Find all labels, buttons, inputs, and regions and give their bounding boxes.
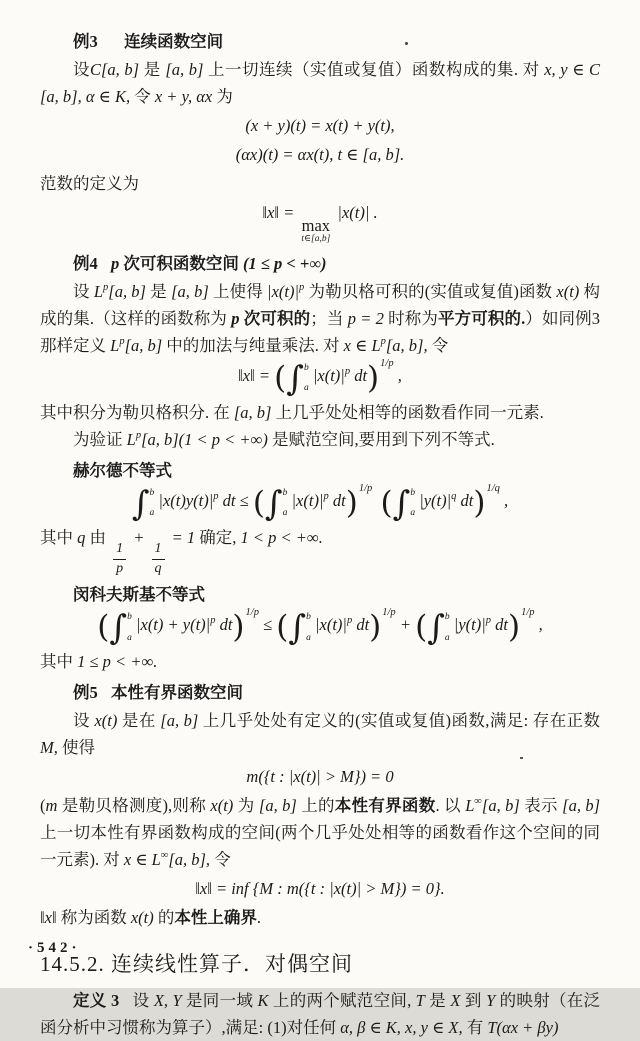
math-run: |x(t)|	[287, 490, 324, 510]
minkowski-inequality-formula	[40, 607, 600, 649]
math-run: M,	[40, 738, 58, 758]
text-run: .	[256, 908, 261, 928]
text-run: 令	[210, 850, 231, 870]
bold-math-run: p	[231, 308, 240, 328]
text-run: 确定,	[195, 527, 241, 547]
superscript: p	[210, 615, 216, 627]
math-run: dt	[215, 615, 233, 635]
superscript: p	[135, 429, 142, 441]
math-run: [a, b](1 < p < +∞)	[141, 429, 268, 449]
minkowski-inequality-heading	[40, 581, 600, 608]
math-run: |x(t)|	[310, 615, 347, 635]
text-run: 时称为	[383, 308, 438, 328]
math-run: X, Y	[153, 991, 182, 1011]
big-left-paren: (	[274, 359, 287, 396]
text-run: 上几乎处处相等的函数看作同一元素.	[271, 402, 544, 422]
math-run: ‖x‖	[40, 908, 57, 928]
bold-math-run: p	[110, 253, 120, 273]
math-run: [a, b]	[233, 402, 272, 422]
big-right-paren: )$^{1/p}$	[345, 482, 373, 521]
superscript: p	[380, 335, 386, 347]
essential-sup-note	[40, 904, 600, 931]
text-run: 是勒贝格测度),则称	[57, 796, 211, 816]
math-run: |x(t)|	[267, 281, 300, 301]
bold-text-run: 闵科夫斯基不等式	[73, 585, 205, 605]
bold-text-run: 例4	[73, 253, 98, 273]
bold-text-run: 本性有界函数空间	[110, 683, 243, 703]
math-run: x ∈ L	[123, 850, 161, 870]
math-run: ,	[393, 365, 402, 385]
example-5-intro	[40, 707, 600, 761]
norm-definition-lead	[40, 170, 600, 197]
math-run: T	[415, 991, 425, 1011]
example-3-intro	[40, 56, 600, 110]
math-run: |x(t) + y(t)|	[131, 615, 211, 635]
math-run: ≤	[258, 615, 277, 635]
math-run: ,	[499, 490, 509, 510]
math-run: [a, b]	[165, 60, 204, 79]
holder-inequality-formula	[40, 482, 600, 524]
text-run: 是同一域	[181, 991, 258, 1011]
text-run: 是	[145, 281, 172, 301]
math-run: 1 < p < +∞.	[240, 527, 323, 547]
math-run: [a, b]	[124, 335, 163, 355]
normed-space-note	[40, 426, 600, 453]
text-run: 是在	[117, 711, 161, 731]
math-run: |x(t)|	[308, 365, 345, 385]
integral-sign: ∫ b a	[392, 483, 416, 524]
holder-condition	[40, 524, 600, 578]
lebesgue-integral-note	[40, 399, 600, 426]
math-run: x(t)	[556, 281, 580, 301]
essential-sup-formula	[40, 875, 600, 902]
math-run: [a, b],	[168, 850, 211, 870]
text-run: (	[40, 796, 46, 816]
example-4-heading	[40, 250, 600, 277]
big-right-paren: )$^{1/p}$	[369, 607, 396, 646]
text-run: 称为函数	[56, 908, 131, 928]
page-content	[40, 28, 600, 1041]
math-run: |y(t)|	[449, 615, 486, 635]
math-run: dt	[352, 615, 370, 635]
math-run: ‖x‖ = inf {M : m({t : |x(t)| > M}) = 0}.	[195, 879, 445, 899]
math-run: (x + y)(t) = x(t) + y(t),	[245, 116, 395, 135]
math-run: x(t)	[130, 908, 154, 928]
math-run: dt	[456, 490, 474, 510]
superscript: p	[213, 490, 219, 502]
superscript: ∞	[474, 796, 482, 808]
lp-norm-formula	[40, 357, 600, 399]
bold-text-run: 次可积函数空间	[119, 253, 243, 273]
bold-text-run: 例5	[73, 683, 98, 703]
scalar-multiplication-formula	[40, 141, 600, 168]
math-run: p = 2	[347, 308, 384, 328]
math-run: |x(t)| .	[333, 203, 378, 222]
text-run: 构成的集.（这样的函数称为	[40, 281, 601, 328]
text-run: 上几乎处处有定义的(实值或复值)函数,满足: 存在正数	[198, 711, 601, 731]
text-run: 范数的定义为	[40, 174, 139, 193]
superscript: ∞	[160, 850, 169, 862]
bold-text-run: 定义 3	[73, 991, 120, 1011]
measure-zero-formula	[40, 763, 600, 790]
text-run: 有	[462, 1018, 488, 1038]
text-run: 上的	[296, 796, 335, 816]
fraction: $\frac{1}{p}$	[113, 541, 126, 578]
big-right-paren: )$^{1/p}$	[367, 357, 394, 396]
math-run: [a, b],	[385, 335, 428, 355]
math-run: [a, b]	[171, 281, 209, 301]
text-run: 令	[130, 87, 155, 106]
math-run: dt ≤	[218, 490, 253, 510]
math-run: dt	[350, 365, 368, 385]
text-run: 设	[73, 711, 95, 731]
math-run: |x(t)y(t)|	[154, 490, 214, 510]
math-run: L	[465, 796, 475, 816]
minkowski-condition	[40, 648, 600, 675]
math-run: T(αx + βy)	[487, 1018, 559, 1038]
math-run: [a, b]	[258, 796, 297, 816]
superscript: p	[299, 281, 305, 293]
text-run: 为验证	[73, 429, 127, 449]
math-run: q	[77, 527, 86, 547]
text-run: 是赋范空间,要用到下列不等式.	[267, 429, 495, 449]
bold-math-run: (1 ≤ p < +∞)	[242, 253, 327, 273]
math-run: C[a, b]	[90, 60, 140, 79]
text-run: 设	[132, 991, 154, 1011]
superscript: p	[344, 365, 351, 377]
math-run: [a, b]	[562, 796, 601, 816]
math-run: L	[110, 335, 120, 355]
text-run: ；当	[310, 308, 348, 328]
text-run: 是	[424, 991, 451, 1011]
superscript: p	[103, 281, 109, 293]
big-left-paren: (	[380, 484, 393, 521]
big-right-paren: )$^{1/p}$	[507, 607, 535, 646]
text-run: 设	[73, 281, 94, 301]
text-run: 是	[139, 60, 166, 79]
superscript: p	[485, 615, 491, 627]
integral-sign: ∫ b a	[131, 483, 155, 524]
text-run: 上的两个赋范空间,	[268, 991, 416, 1011]
fraction: $\frac{1}{q}$	[152, 541, 165, 578]
integral-sign: ∫ b a	[288, 608, 311, 649]
bold-text-run: 平方可积的.	[437, 308, 526, 328]
text-run: 由	[85, 527, 111, 547]
math-run: 1 ≤ p < +∞.	[77, 652, 158, 672]
text-run: 为	[212, 87, 233, 106]
math-run: dt	[328, 490, 346, 510]
integral-sign: ∫ b a	[286, 358, 309, 399]
big-right-paren: )$^{1/p}$	[232, 607, 259, 646]
big-left-paren: (	[97, 609, 110, 646]
math-run: dt	[491, 615, 508, 635]
text-run: 中的加法与纯量乘法. 对	[162, 335, 344, 355]
text-run: 令	[427, 335, 449, 355]
big-right-paren: )$^{1/q}$	[473, 482, 500, 521]
bold-text-run: 例3	[73, 32, 98, 51]
math-run: x, y ∈ C[a, b], α ∈ K,	[40, 60, 601, 106]
math-run: |y(t)|	[415, 490, 452, 510]
bold-text-run: 连续函数空间	[124, 32, 224, 51]
text-run: ）如同例3那样定义	[40, 308, 601, 355]
text-run: 为勒贝格可积的(实值或复值)函数	[304, 281, 557, 301]
math-run: Y	[486, 991, 496, 1011]
integral-sign: ∫ b a	[109, 608, 132, 649]
text-run: . 以	[435, 796, 466, 816]
text-run: 其中积分为勒贝格积分. 在	[40, 402, 234, 422]
definition-3	[40, 987, 600, 1041]
scan-artifact-dot	[405, 42, 408, 45]
big-left-paren: (	[415, 609, 428, 646]
limit-operator: max t∈[a,b]	[301, 216, 331, 245]
text-run: 其中	[40, 652, 78, 672]
text-run: 其中	[40, 527, 78, 547]
math-run: ,	[534, 615, 543, 635]
text-run: 为	[233, 796, 259, 816]
math-run: x(t)	[94, 711, 118, 731]
math-run: x(t)	[210, 796, 234, 816]
math-run: m	[45, 796, 58, 816]
bold-text-run: 本性有界函数	[334, 796, 436, 816]
holder-inequality-heading	[40, 457, 600, 484]
math-run: [a, b]	[108, 281, 146, 301]
big-left-paren: (	[276, 609, 289, 646]
math-run: [a, b]	[160, 711, 199, 731]
math-run: (αx)(t) = αx(t), t ∈ [a, b].	[235, 145, 405, 164]
text-run: 14.5.2. 连续线性算子．对偶空间	[40, 952, 353, 977]
math-run: X	[450, 991, 461, 1011]
superscript: q	[451, 490, 457, 502]
example-3-heading	[40, 28, 600, 55]
math-run: x + y, αx	[154, 87, 213, 106]
math-run: +	[395, 615, 416, 635]
text-run: 的	[153, 908, 175, 928]
math-run: +	[129, 527, 149, 547]
text-run: 设	[73, 60, 90, 79]
math-run: m({t : |x(t)| > M}) = 0	[246, 767, 394, 787]
text-run: 上一切连续（实值或复值）函数构成的集. 对	[203, 60, 545, 79]
section-heading-14-5-2	[40, 951, 600, 977]
page-number: ·542·	[28, 940, 81, 956]
text-run: 使得	[57, 738, 95, 758]
bold-text-run: 次可积的	[239, 308, 311, 328]
math-run: L	[126, 429, 136, 449]
example-4-intro	[40, 278, 600, 359]
text-run: 到	[460, 991, 487, 1011]
math-run: [a, b]	[481, 796, 520, 816]
scan-artifact-dot	[520, 757, 523, 759]
max-norm-formula	[40, 199, 600, 246]
bold-text-run: 本性上确界	[174, 908, 257, 928]
text-run: 表示	[519, 796, 563, 816]
math-run: L	[93, 281, 104, 301]
math-run: K	[257, 991, 269, 1011]
big-left-paren: (	[252, 484, 265, 521]
math-run: ‖x‖ =	[262, 203, 299, 222]
essentially-bounded-definition	[40, 792, 600, 873]
superscript: p	[323, 490, 329, 502]
math-run: ‖x‖ =	[238, 365, 275, 385]
text-run: 的映射（在泛函分析中习惯称为算子）,满足: (1)对任何	[40, 991, 601, 1038]
math-run: = 1	[167, 527, 196, 547]
superscript: p	[346, 615, 353, 627]
integral-sign: ∫ b a	[427, 608, 450, 649]
math-run: α, β ∈ K, x, y ∈ X,	[340, 1018, 463, 1038]
integral-sign: ∫ b a	[264, 483, 288, 524]
bold-text-run: 赫尔德不等式	[73, 460, 172, 480]
text-run: 上一切本性有界函数构成的空间(两个几乎处处相等的函数看作这个空间的同一元素). 对	[40, 823, 600, 870]
math-run: x ∈ L	[343, 335, 381, 355]
addition-definition-formula	[40, 112, 600, 139]
example-5-heading	[40, 679, 600, 706]
text-run: 上使得	[208, 281, 268, 301]
superscript: p	[119, 335, 125, 347]
